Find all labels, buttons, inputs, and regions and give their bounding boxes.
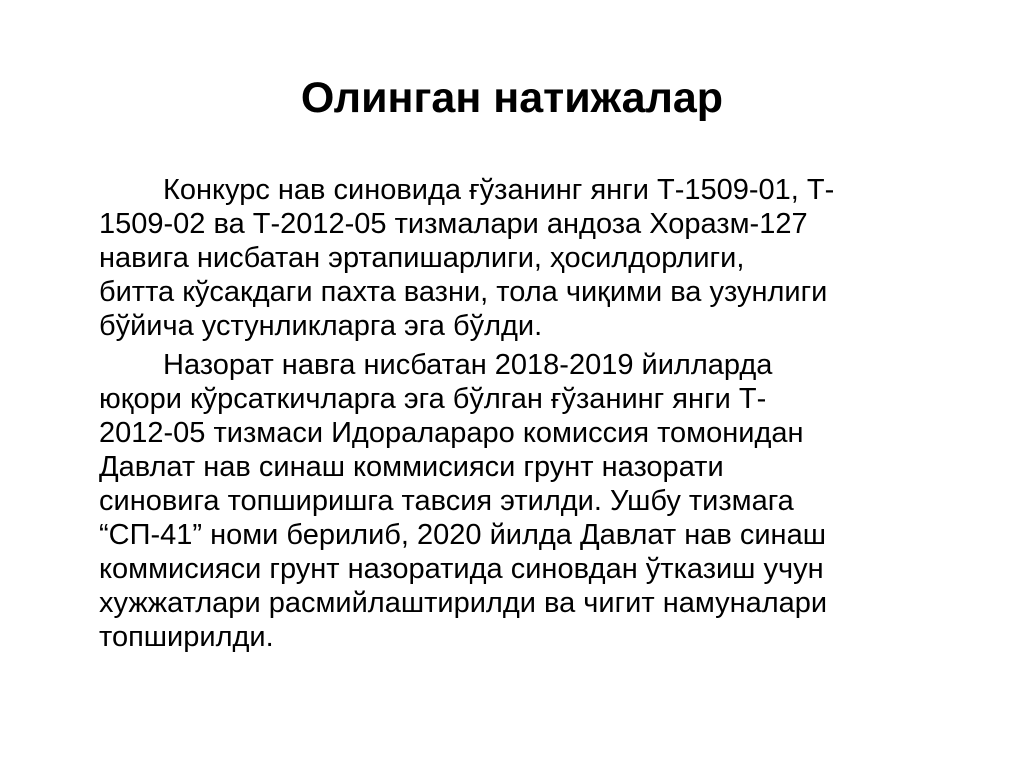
paragraph-2-line-7: коммисияси грунт назоратида синовдан ўтказиш учун xyxy=(99,553,824,585)
paragraph-2-line-8: хужжатлари расмийлаштирилди ва чигит намуналари xyxy=(99,587,828,619)
paragraph-1-line-2: 1509-02 ва Т-2012-05 тизмалари андоза Хоразм-127 xyxy=(99,208,808,240)
paragraph-2 xyxy=(99,348,971,654)
paragraph-2-line-2: юқори кўрсаткичларга эга бўлган ғўзанинг янги Т- xyxy=(99,383,767,415)
paragraph-2-line-9: топширилди. xyxy=(99,621,274,653)
paragraph-1-line-1: Конкурс нав синовида ғўзанинг янги Т-1509-01, Т- xyxy=(163,174,835,206)
paragraph-1-line-5: бўйича устунликларга эга бўлди. xyxy=(99,310,543,342)
paragraph-1-line-4: битта кўсакдаги пахта вазни, тола чиқими ва узунлиги xyxy=(99,276,828,308)
paragraph-2-line-1: Назорат навга нисбатан 2018-2019 йилларда xyxy=(163,349,773,381)
paragraph-2-line-3: 2012-05 тизмаси Идоралараро комиссия томонидан xyxy=(99,417,804,449)
paragraph-1-line-3: навига нисбатан эртапишарлиги, ҳосилдорлиги, xyxy=(99,242,745,274)
slide-title: Олинган натижалар xyxy=(300,74,724,122)
paragraph-2-line-5: синовига топширишга тавсия этилди. Ушбу тизмага xyxy=(99,485,794,517)
paragraph-1 xyxy=(99,173,971,343)
paragraph-2-line-4: Давлат нав синаш коммисияси грунт назорати xyxy=(99,451,724,483)
paragraph-2-line-6: “СП-41” номи берилиб, 2020 йилда Давлат нав синаш xyxy=(99,519,826,551)
slide-body xyxy=(99,173,971,654)
